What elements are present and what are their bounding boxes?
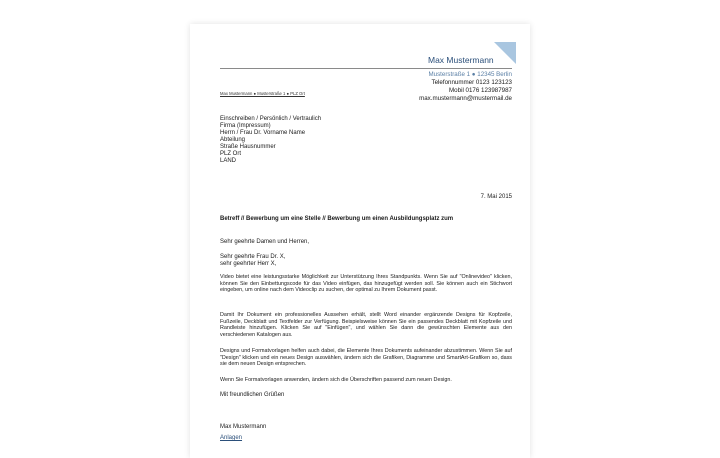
signature-name: Max Mustermann (220, 424, 267, 430)
recipient-line: Straße Hausnummer (220, 144, 276, 150)
body-paragraph: Designs und Formatvorlagen helfen auch dabei, die Elemente Ihres Dokuments aufeinander abzustimmen. Wenn Sie auf "Design" klicken und ein neues Design auswählen, ändern sich die Grafiken, Diagramme und SmartArt-Grafiken so, dass sie dem neuen Design entsprechen. (220, 348, 512, 367)
sender-mobile: Mobil 0176 123987987 (449, 87, 512, 94)
salutation-alt: Sehr geehrte Frau Dr. X, (220, 254, 286, 260)
closing: Mit freundlichen Grüßen (220, 392, 285, 398)
sender-phone: Telefonnummer 0123 123123 (431, 79, 512, 86)
body-paragraph: Wenn Sie Formatvorlagen anwenden, ändern sich die Überschriften passend zum neuen Design. (220, 377, 452, 383)
header-divider (220, 68, 512, 69)
subject-line: Betreff // Bewerbung um eine Stelle // Bewerbung um einen Ausbildungsplatz zum (220, 216, 454, 222)
recipient-line: Firma (Impressum) (220, 123, 271, 129)
recipient-line: PLZ Ort (220, 151, 242, 157)
attachments-link[interactable]: Anlagen (220, 435, 243, 441)
corner-accent (494, 42, 516, 64)
letterhead-name: Max Mustermann (428, 55, 494, 65)
salutation: Sehr geehrte Damen und Herren, (220, 239, 310, 245)
salutation-alt: sehr geehrter Herr X, (220, 261, 277, 267)
body-paragraph: Video bietet eine leistungsstarke Möglichkeit zur Unterstützung Ihres Standpunkts. Wenn Sie auf "Onlinevideo" klicken, können Sie den Einbettungscode für das Video einfügen, das hinzugefügt werden soll. Sie können auch ein Stichwort eingeben, um online nach dem Videoclip zu suchen, der optimal zu Ihrem Dokument passt. (220, 274, 512, 293)
recipient-line: Einschreiben / Persönlich / Vertraulich (220, 116, 322, 122)
recipient-line: Abteilung (220, 137, 246, 143)
sender-email: max.mustermann@mustermail.de (419, 95, 512, 102)
letter-page (190, 24, 530, 458)
letter-date: 7. Mai 2015 (480, 194, 512, 200)
sender-address: Musterstraße 1 ● 12345 Berlin (428, 71, 512, 78)
return-address: Max Mustermann ● Musterstraße 1 ● PLZ Ort (220, 91, 305, 96)
recipient-line: LAND (220, 158, 237, 164)
body-paragraph: Damit Ihr Dokument ein professionelles Aussehen erhält, stellt Word einander ergänzende Designs für Kopfzeile, Fußzeile, Deckblatt und Textfelder zur Verfügung. Beispielsweise können Sie ein passendes Deckblatt mit Kopfzeile und Randleiste hinzufügen. Klicken Sie auf "Einfügen", und wählen Sie dann die gewünschten Elemente aus den verschiedenen Katalogen aus. (220, 312, 512, 338)
recipient-line: Herrn / Frau Dr. Vorname Name (220, 130, 306, 136)
